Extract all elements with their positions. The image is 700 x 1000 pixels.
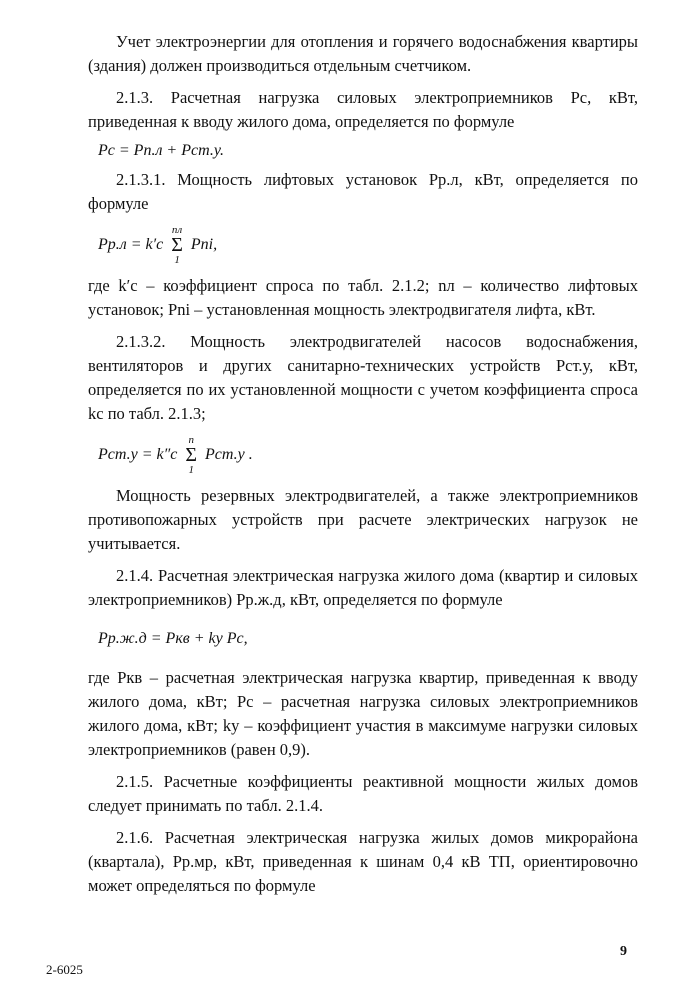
paragraph-2-1-6: 2.1.6. Расчетная электрическая нагрузка жилых домов микрорайона (квартала), Pр.мр, кВт, приведенная к шинам 0,4 кВ ТП, ориентировочно может определяться по формуле xyxy=(88,828,638,895)
summation-symbol xyxy=(185,434,197,476)
paragraph-2-1-3-1: 2.1.3.1. Мощность лифтовых установок Pр.л, кВт, определяется по формуле xyxy=(88,170,638,213)
formula-4-text: Pр.ж.д = Pкв + kу Pс, xyxy=(98,630,248,647)
sigma-icon: Σ xyxy=(171,234,183,256)
page-number: 9 xyxy=(620,944,627,959)
sum-upper-limit: nл xyxy=(171,224,183,236)
formula-3-lhs: Pст.у = k″с xyxy=(98,446,178,463)
paragraph-2-1-3-2: 2.1.3.2. Мощность электродвигателей насосов водоснабжения, вентиляторов и других санитарно-технических устройств Pст.у, кВт, определяется по их установленной мощности с учетом коэффициента спроса kс по табл. 2.1.3; xyxy=(88,332,638,423)
formula-1-text: Pс = Pп.л + Pст.у. xyxy=(98,142,224,159)
document-page xyxy=(88,30,638,898)
summation-symbol xyxy=(171,224,183,266)
paragraph-2-1-4: 2.1.4. Расчетная электрическая нагрузка жилого дома (квартир и силовых электроприемников) Pр.ж.д, кВт, определяется по формуле xyxy=(88,566,638,609)
paragraph-metering: Учет электроэнергии для отопления и горячего водоснабжения квартиры (здания) должен производиться отдельным счетчиком. xyxy=(88,32,638,75)
formula-lift-power xyxy=(98,224,638,266)
sigma-icon: Σ xyxy=(185,444,198,466)
paragraph-lift-definitions: где k′с – коэффициент спроса по табл. 2.1.2; nл – количество лифтовых установок; Pnі – установленная мощность электродвигателя лифта, кВт. xyxy=(88,276,638,319)
formula-2-rhs: Pnі, xyxy=(190,236,218,253)
sum-lower-limit: 1 xyxy=(174,254,180,266)
formula-house-load xyxy=(98,630,638,648)
paragraph-2-1-5: 2.1.5. Расчетные коэффициенты реактивной мощности жилых домов следует принимать по табл. 2.1.4. xyxy=(88,772,638,815)
paragraph-2-1-3: 2.1.3. Расчетная нагрузка силовых электроприемников Pс, кВт, приведенная к вводу жилого дома, определяется по формуле xyxy=(88,88,638,131)
formula-sanitary-power xyxy=(98,434,638,476)
paragraph-house-definitions: где Pкв – расчетная электрическая нагрузка квартир, приведенная к вводу жилого дома, кВт; Pс – расчетная нагрузка силовых электроприемников жилого дома, кВт; kу – коэффициент участия в максимуме нагрузки силовых электроприемников (равен 0,9). xyxy=(88,668,638,759)
sum-lower-limit: 1 xyxy=(188,464,194,476)
footer-code: 2-6025 xyxy=(46,962,83,977)
sum-upper-limit: n xyxy=(188,434,194,446)
formula-2-lhs: Pр.л = k′с xyxy=(98,236,164,253)
formula-power-sum xyxy=(98,142,638,160)
paragraph-reserve-motors: Мощность резервных электродвигателей, а также электроприемников противопожарных устройств при расчете электрических нагрузок не учитывается. xyxy=(88,486,638,553)
formula-3-rhs: Pст.у . xyxy=(205,446,253,463)
